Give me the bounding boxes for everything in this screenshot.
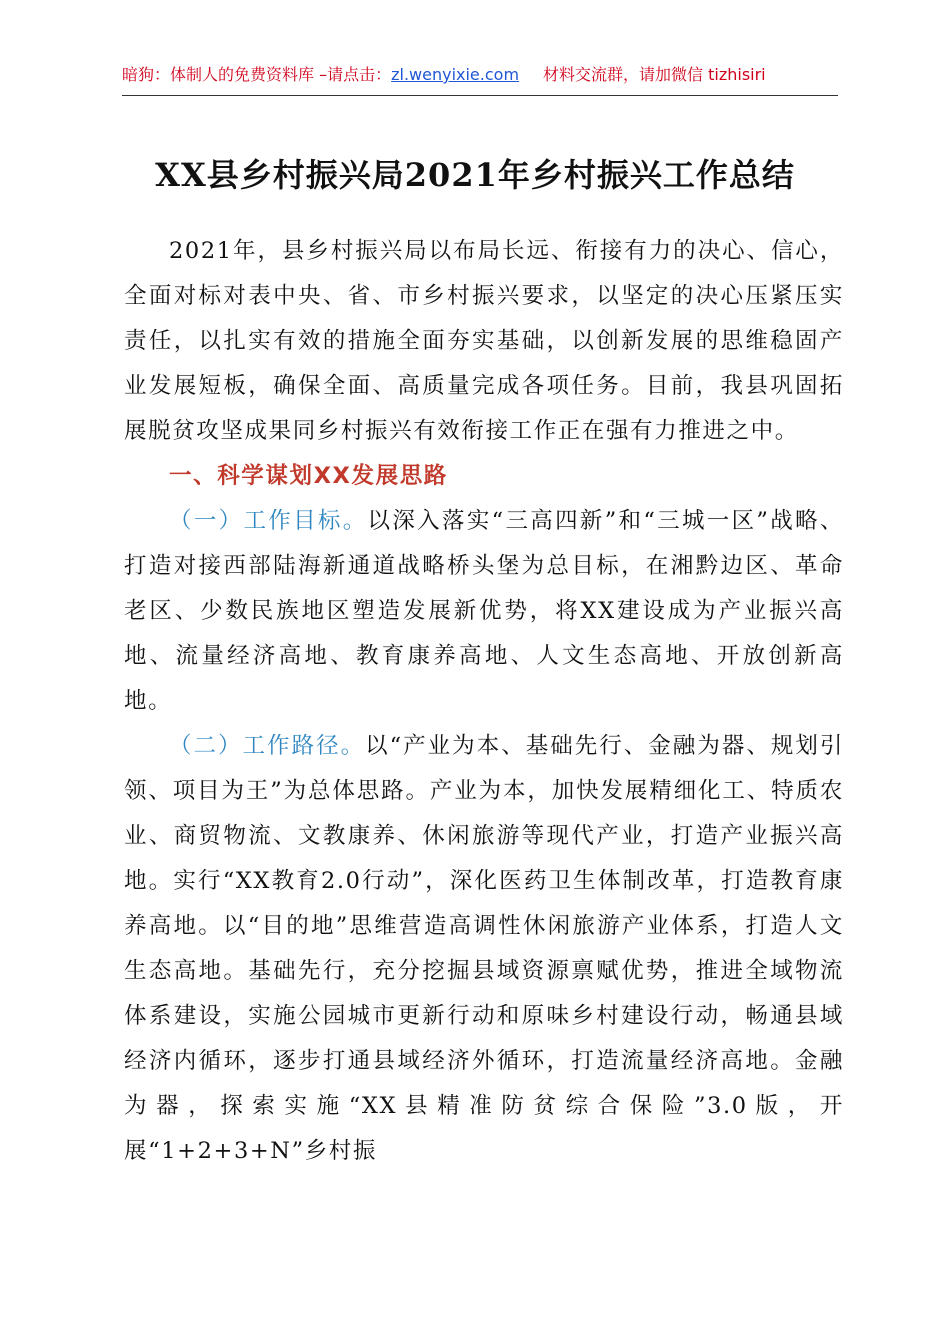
document-body (124, 229, 844, 1174)
header-group-text: 材料交流群，请加微信 tizhisiri (543, 65, 766, 84)
work-goal-heading: （一）工作目标。 (169, 508, 368, 534)
section-heading-paragraph (124, 454, 844, 499)
work-path-text: 以“产业为本、基础先行、金融为器、规划引领、项目为王”为总体思路。产业为本，加快发展精细化工、特质农业、商贸物流、文教康养、休闲旅游等现代产业，打造产业振兴高地。实行“XX教育2.0行动”，深化医药卫生体制改革，打造教育康养高地。以“目的地”思维营造高调性休闲旅游产业体系，打造人文生态高地。基础先行，充分挖掘县域资源禀赋优势，推进全域物流体系建设，实施公园城市更新行动和原味乡村建设行动，畅通县域经济内循环，逐步打通县域经济外循环，打造流量经济高地。金融为器，探索实施“XX县精准防贫综合保险”3.0版，开展“1+2+3+N”乡村振 (124, 733, 844, 1164)
intro-paragraph: 2021年，县乡村振兴局以布局长远、衔接有力的决心、信心，全面对标对表中央、省、市乡村振兴要求，以坚定的决心压紧压实责任，以扎实有效的措施全面夯实基础，以创新发展的思维稳固产业发展短板，确保全面、高质量完成各项任务。目前，我县巩固拓展脱贫攻坚成果同乡村振兴有效衔接工作正在强有力推进之中。 (124, 238, 844, 444)
header-rule (122, 95, 838, 96)
work-goal-text: 以深入落实“三高四新”和“三城一区”战略、打造对接西部陆海新通道战略桥头堡为总目标，在湘黔边区、革命老区、少数民族地区塑造发展新优势，将XX建设成为产业振兴高地、流量经济高地、教育康养高地、人文生态高地、开放创新高地。 (124, 508, 844, 714)
document-title: XX县乡村振兴局2021年乡村振兴工作总结 (155, 156, 795, 194)
work-path-paragraph (124, 724, 844, 1174)
header-bar (122, 62, 838, 96)
header-website-link[interactable]: zl.wenyixie.com (391, 65, 520, 84)
section-heading: 一、科学谋划XX发展思路 (169, 463, 448, 489)
header-promo-text: 暗狗：体制人的免费资料库 –请点击： (122, 65, 392, 84)
work-goal-paragraph (124, 499, 844, 724)
work-path-heading: （二）工作路径。 (169, 733, 366, 759)
